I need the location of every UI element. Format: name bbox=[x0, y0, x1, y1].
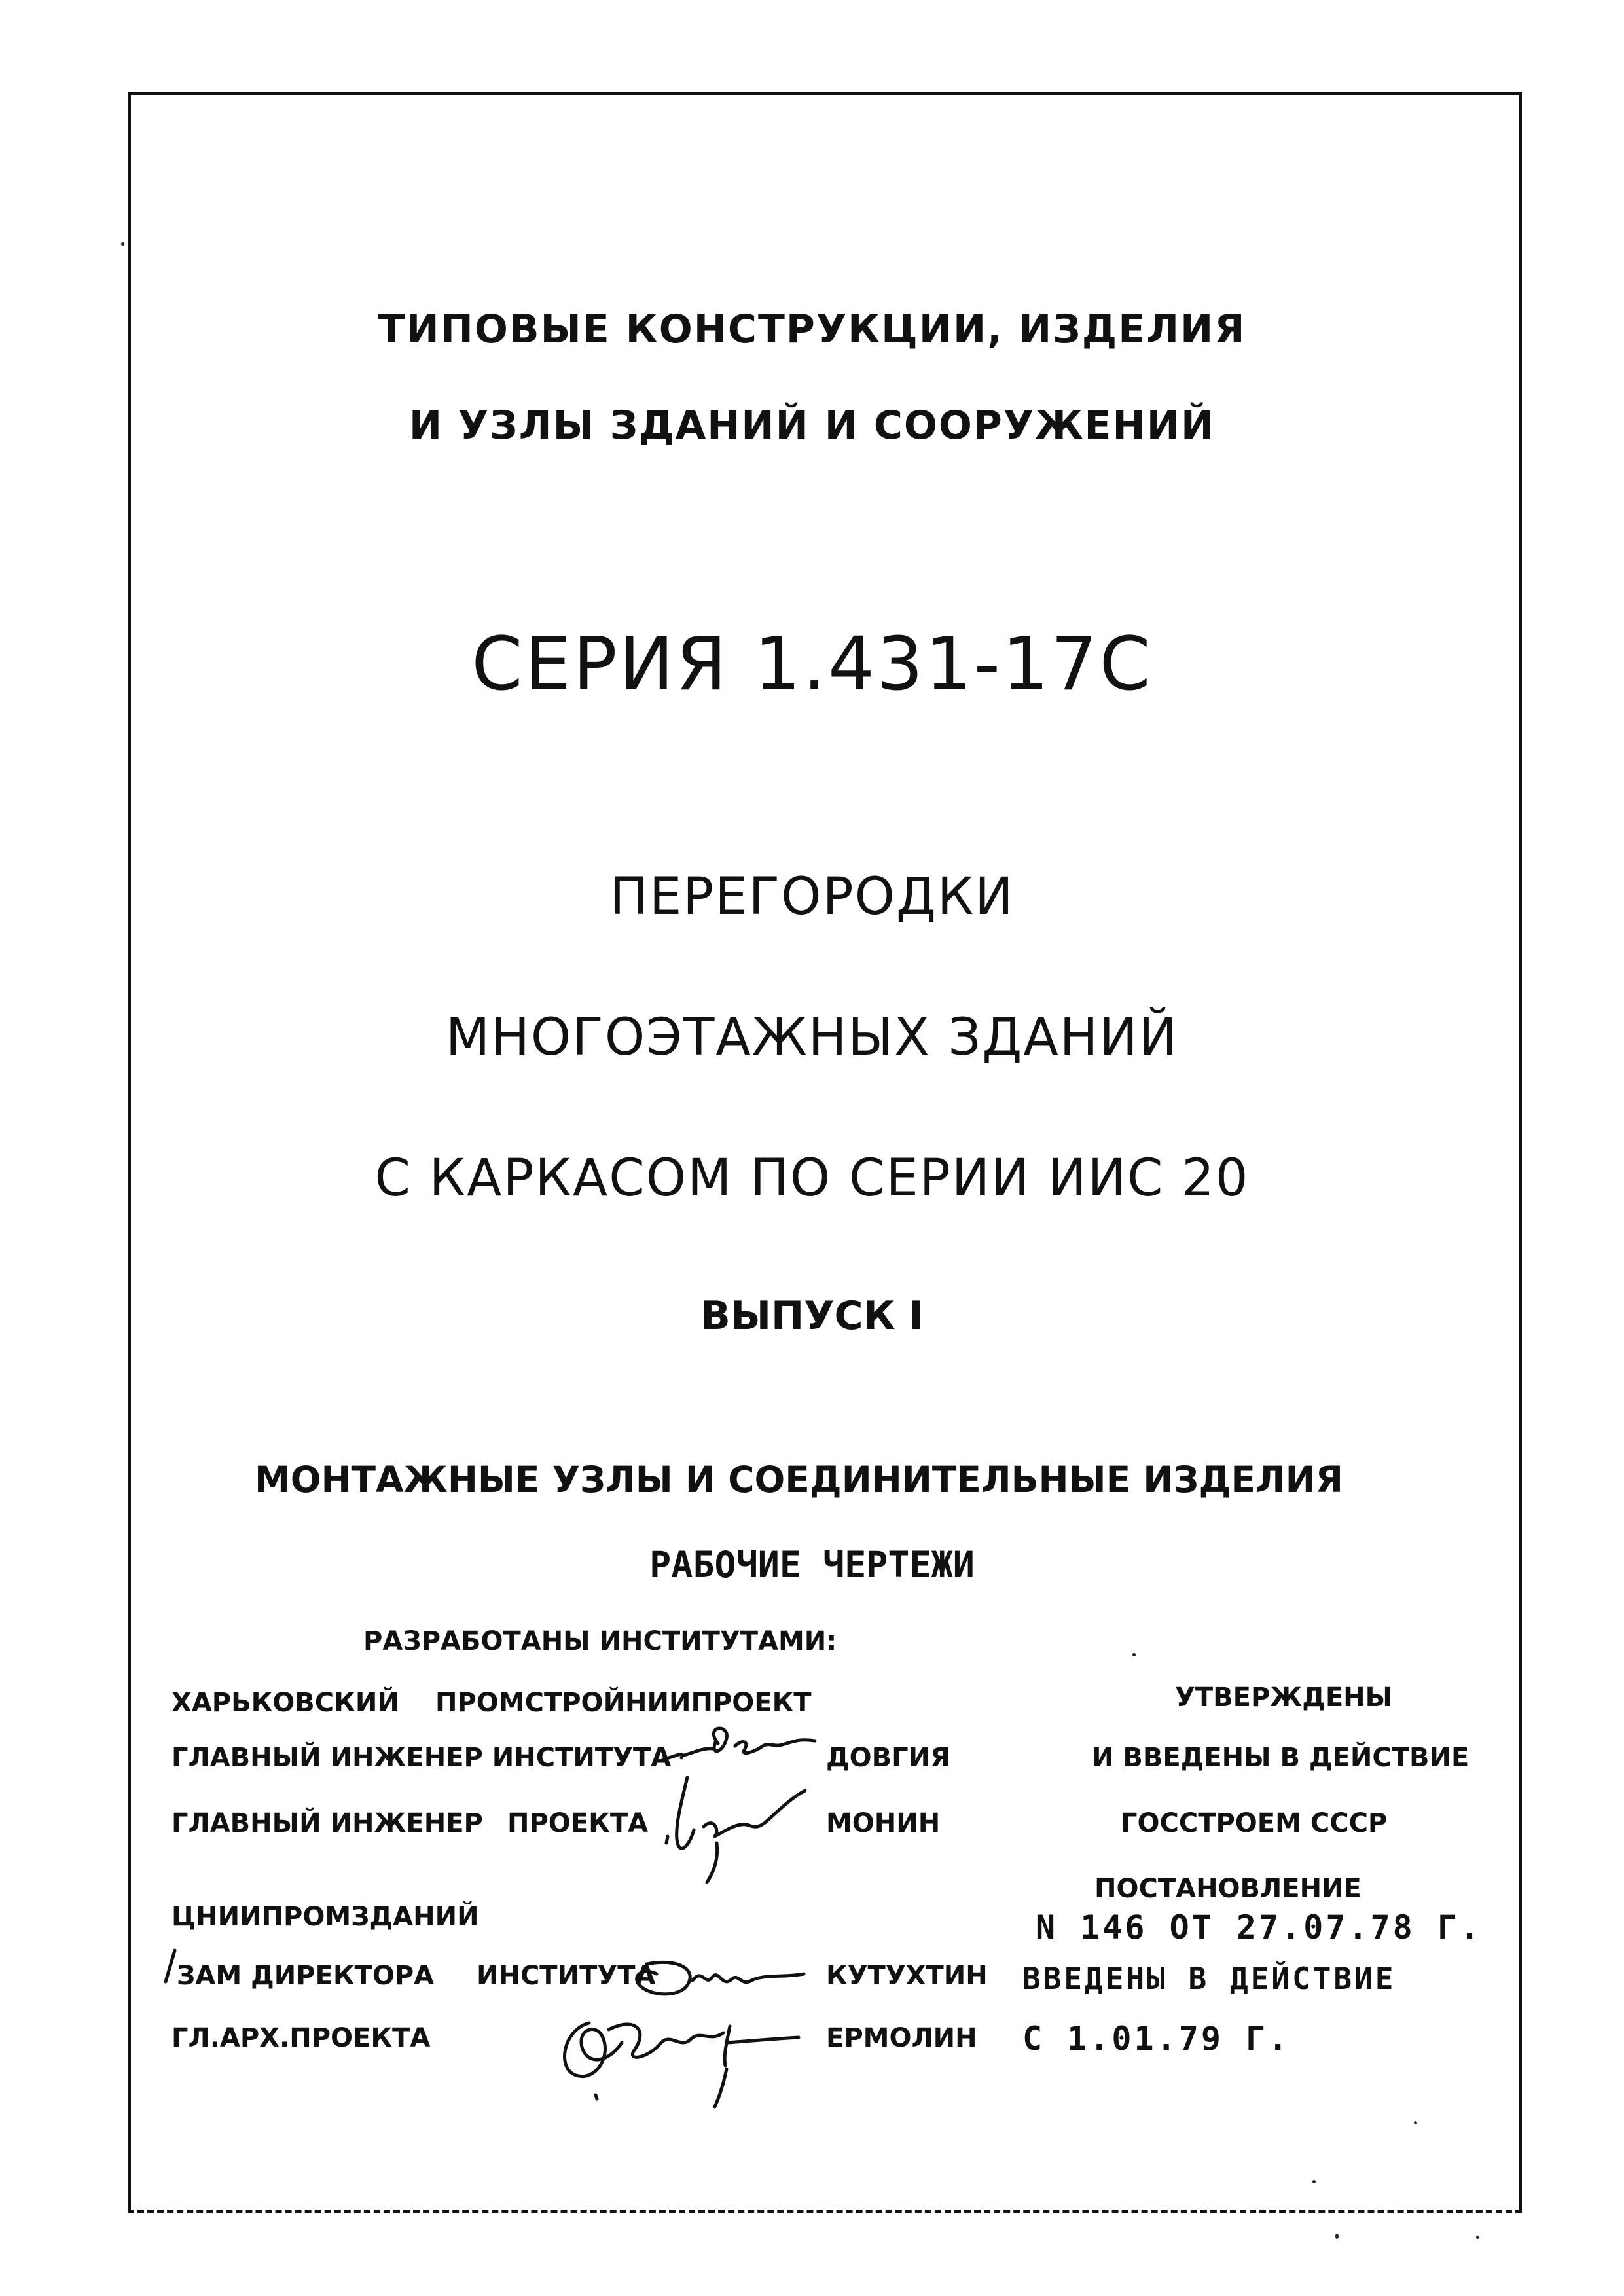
chief-engineer-project-label: ГЛАВНЫЙ ИНЖЕНЕР bbox=[171, 1808, 483, 1838]
scan-speck bbox=[121, 242, 124, 246]
issue-number: ВЫПУСК I bbox=[700, 1293, 924, 1339]
chief-engineer-project-name: МОНИН bbox=[826, 1808, 941, 1838]
deputy-director-name: КУТУХТИН bbox=[826, 1961, 988, 1991]
approval-effective-date: С 1.01.79 Г. bbox=[1022, 2020, 1291, 2058]
approval-line-6: ВВЕДЕНЫ В ДЕЙСТВИЕ bbox=[1022, 1961, 1396, 1996]
signature-kutukhtin-icon bbox=[627, 1954, 823, 2007]
subtitle-line-2: РАБОЧИЕ ЧЕРТЕЖИ bbox=[649, 1544, 975, 1586]
series-number: СЕРИЯ 1.431-17С bbox=[471, 622, 1153, 707]
chief-architect-label: ГЛ.АРХ.ПРОЕКТА bbox=[171, 2023, 431, 2053]
chief-architect-name: ЕРМОЛИН bbox=[826, 2023, 977, 2053]
header-line-1: ТИПОВЫЕ КОНСТРУКЦИИ, ИЗДЕЛИЯ bbox=[378, 306, 1246, 352]
chief-engineer-project-label-2: ПРОЕКТА bbox=[507, 1808, 649, 1838]
subtitle-line-1: МОНТАЖНЫЕ УЗЛЫ И СОЕДИНИТЕЛЬНЫЕ ИЗДЕЛИЯ bbox=[254, 1459, 1344, 1501]
developed-by-heading: РАЗРАБОТАНЫ ИНСТИТУТАМИ: bbox=[363, 1626, 837, 1656]
approval-line-4: ПОСТАНОВЛЕНИЕ bbox=[1094, 1874, 1362, 1904]
approval-decree-number: N 146 ОТ 27.07.78 Г. bbox=[1036, 1908, 1483, 1946]
tsnii-org: ЦНИИПРОМЗДАНИЙ bbox=[171, 1902, 479, 1932]
scan-speck bbox=[1132, 1653, 1136, 1656]
approval-line-3: ГОССТРОЕМ СССР bbox=[1121, 1808, 1388, 1838]
signature-ermolin-icon bbox=[550, 2003, 825, 2115]
scan-speck bbox=[1476, 2236, 1479, 2239]
kharkov-org: ХАРЬКОВСКИЙ bbox=[171, 1688, 399, 1718]
deputy-director-label: ЗАМ ДИРЕКТОРА bbox=[177, 1961, 435, 1991]
approval-line-1: УТВЕРЖДЕНЫ bbox=[1175, 1683, 1393, 1713]
approval-line-2: И ВВЕДЕНЫ В ДЕЙСТВИЕ bbox=[1092, 1743, 1470, 1773]
deputy-director-label-2: ИНСТИТУТА bbox=[477, 1961, 656, 1991]
title-line-3: С КАРКАСОМ ПО СЕРИИ ИИС 20 bbox=[374, 1149, 1250, 1208]
header-line-2: И УЗЛЫ ЗДАНИЙ И СООРУЖЕНИЙ bbox=[408, 403, 1216, 448]
kharkov-institute-name: ПРОМСТРОЙНИИПРОЕКТ bbox=[435, 1688, 812, 1718]
signature-monin-icon bbox=[641, 1764, 818, 1889]
chief-engineer-institute-name: ДОВГИЯ bbox=[826, 1743, 950, 1773]
title-line-2: МНОГОЭТАЖНЫХ ЗДАНИЙ bbox=[445, 1008, 1179, 1067]
title-line-1: ПЕРЕГОРОДКИ bbox=[609, 867, 1015, 926]
chief-engineer-institute-label: ГЛАВНЫЙ ИНЖЕНЕР ИНСТИТУТА bbox=[171, 1743, 672, 1773]
scan-speck bbox=[1414, 2121, 1417, 2124]
scan-speck bbox=[1312, 2180, 1316, 2183]
scan-speck bbox=[1335, 2234, 1339, 2239]
